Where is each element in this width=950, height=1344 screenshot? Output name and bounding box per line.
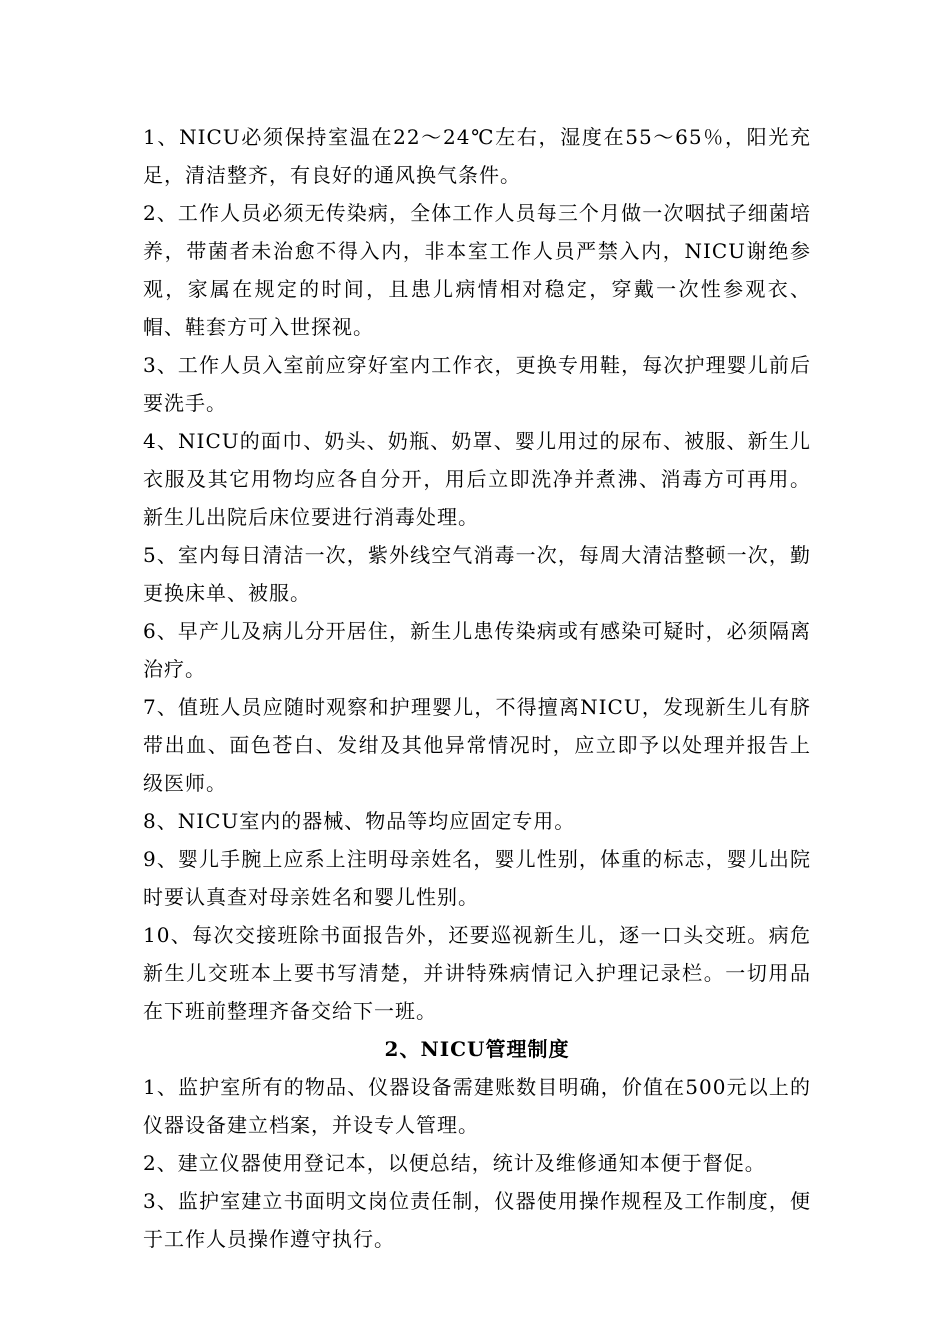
management-paragraph: 2、建立仪器使用登记本，以便总结，统计及维修通知本便于督促。 [143,1151,766,1175]
rule-paragraph: 3、工作人员入室前应穿好室内工作衣，更换专用鞋，每次护理婴儿前后要洗手。 [143,353,811,415]
rule-paragraph: 4、NICU的面巾、奶头、奶瓶、奶罩、婴儿用过的尿布、被服、新生儿衣服及其它用物均应各自分开，用后立即洗净并煮沸、消毒方可再用。新生儿出院后床位要进行消毒处理。 [143,429,811,529]
rule-paragraph: 2、工作人员必须无传染病，全体工作人员每三个月做一次咽拭子细菌培养，带菌者未治愈不得入内，非本室工作人员严禁入内，NICU谢绝参观，家属在规定的时间，且患儿病情相对稳定，穿戴一次性参观衣、帽、鞋套方可入世探视。 [143,201,811,339]
section-heading: 2、NICU管理制度 [384,1037,570,1061]
rule-paragraph: 6、早产儿及病儿分开居住，新生儿患传染病或有感染可疑时，必须隔离治疗。 [143,619,811,681]
rule-paragraph: 7、值班人员应随时观察和护理婴儿，不得擅离NICU，发现新生儿有脐带出血、面色苍白、发绀及其他异常情况时，应立即予以处理并报告上级医师。 [143,695,811,795]
rule-paragraph: 8、NICU室内的器械、物品等均应固定专用。 [143,809,576,833]
rule-paragraph: 9、婴儿手腕上应系上注明母亲姓名，婴儿性别，体重的标志，婴儿出院时要认真查对母亲姓名和婴儿性别。 [143,847,811,909]
management-paragraph: 1、监护室所有的物品、仪器设备需建账数目明确，价值在500元以上的仪器设备建立档案，并设专人管理。 [143,1075,811,1137]
rule-paragraph: 1、NICU必须保持室温在22～24℃左右，湿度在55～65％，阳光充足，清洁整齐，有良好的通风换气条件。 [143,125,811,187]
document-body [143,118,811,1258]
management-paragraph: 3、监护室建立书面明文岗位责任制，仪器使用操作规程及工作制度，便于工作人员操作遵守执行。 [143,1189,811,1251]
rule-paragraph: 5、室内每日清洁一次，紫外线空气消毒一次，每周大清洁整顿一次，勤更换床单、被服。 [143,543,811,605]
rule-paragraph: 10、每次交接班除书面报告外，还要巡视新生儿，逐一口头交班。病危新生儿交班本上要书写清楚，并讲特殊病情记入护理记录栏。一切用品在下班前整理齐备交给下一班。 [143,923,811,1023]
